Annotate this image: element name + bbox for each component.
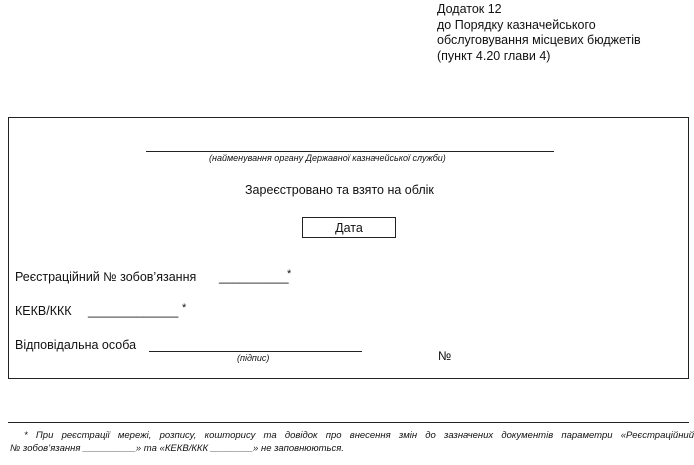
signature-hint: (підпис) <box>237 353 270 363</box>
kekv-label: КЕКВ/ККК <box>15 304 72 318</box>
responsible-person-label: Відповідальна особа <box>15 338 137 352</box>
obligation-number-label: Реєстраційний № зобов’язання <box>15 270 197 284</box>
footnote <box>10 429 694 455</box>
signature-line[interactable] <box>149 351 362 352</box>
annex-line-3: обслуговування місцевих бюджетів <box>437 33 641 47</box>
annex-title: Додаток 12 <box>437 2 502 16</box>
authority-name-line[interactable] <box>146 151 554 152</box>
footnote-line-2: № зобов’язання __________» та «КЕКВ/ККК ________» не заповнюються. <box>10 443 344 454</box>
footnote-divider <box>8 422 689 423</box>
registration-stamp <box>8 117 689 379</box>
obligation-number-blank[interactable]: __________ <box>219 270 289 284</box>
kekv-footnote-mark: * <box>182 302 187 314</box>
annex-line-4: (пункт 4.20 глави 4) <box>437 48 551 63</box>
annex-header <box>437 2 641 64</box>
kekv-blank[interactable]: _____________ <box>88 304 179 318</box>
annex-line-2: до Порядку казначейського <box>437 17 596 32</box>
date-field[interactable]: Дата <box>302 217 396 238</box>
number-sign: № <box>438 349 452 363</box>
obligation-footnote-mark: * <box>287 268 292 280</box>
footnote-line-1: * При реєстрації мережі, розпису, кошторису та довідок про внесення змін до зазначених документів параметри «Реєстраційний <box>24 430 694 441</box>
authority-name-hint: (найменування органу Державної казначейської служби) <box>209 153 446 163</box>
registered-text: Зареєстровано та взято на облік <box>245 183 434 197</box>
